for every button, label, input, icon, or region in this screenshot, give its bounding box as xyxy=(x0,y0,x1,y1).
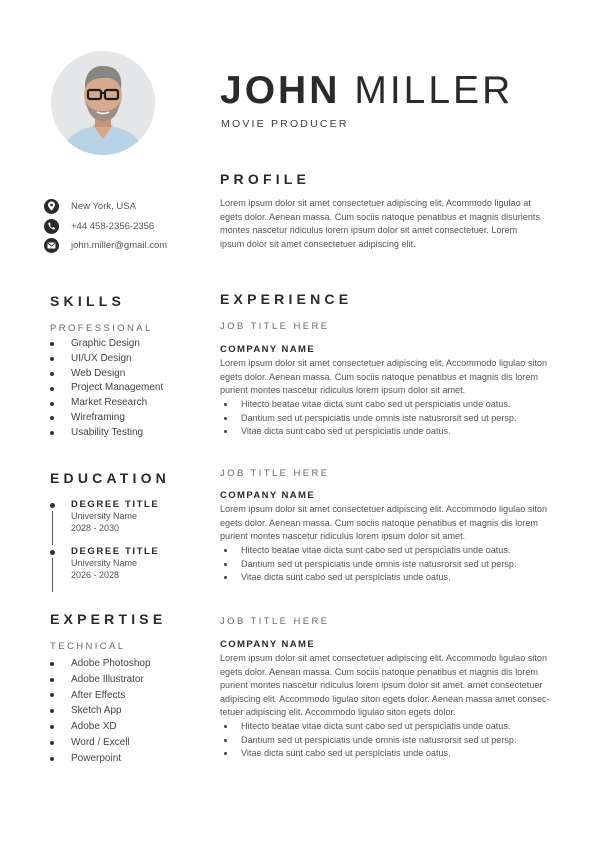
list-item: Market Research xyxy=(50,396,163,411)
list-item: Dantium sed ut perspiciatis unde omnis iste natusrorsit sed ut persp. xyxy=(221,412,516,426)
job-bullets-3 xyxy=(221,720,516,761)
description-line: egets dolor. Aenean massa. Cum sociis natoque penatibus et magnis dis lorem xyxy=(220,666,538,677)
description-line: egets dolor. Aenean massa. Cum sociis natoque penatibus et magnis dis lorem xyxy=(220,517,538,528)
list-item: Powerpoint xyxy=(50,751,151,767)
profile-heading: PROFILE xyxy=(220,171,311,187)
university-name: University Name xyxy=(71,558,138,568)
timeline-line xyxy=(52,511,53,545)
contact-phone xyxy=(44,218,154,234)
job-title-2: JOB TITLE HERE xyxy=(220,468,330,479)
skills-subheading: PROFESSIONAL xyxy=(50,323,153,334)
timeline-dot xyxy=(50,550,55,555)
profile-line: Lorem ipsum dolor sit amet consectetuer adipiscing elit. Acommodo ligulao at xyxy=(220,198,531,208)
list-item: Project Management xyxy=(50,381,163,396)
degree-title: DEGREE TITLE xyxy=(71,499,160,510)
skills-list xyxy=(50,337,163,441)
job-title-1: JOB TITLE HERE xyxy=(220,321,330,332)
list-item: UI/UX Design xyxy=(50,352,163,367)
description-line: Lorem ipsum dolor sit amet consectetuer adipiscing elit. Accommodo ligulao siton xyxy=(220,504,548,514)
contact-location-text: New York, USA xyxy=(71,200,136,212)
location-pin-icon xyxy=(44,199,59,214)
list-item: Hitecto beatae vitae dicta sunt cabo sed ut perspiciatis unde oatus. xyxy=(221,720,516,734)
expertise-heading: EXPERTISE xyxy=(50,611,167,627)
list-item: Dantium sed ut perspiciatis unde omnis iste natusrorsit sed ut persp. xyxy=(221,558,516,572)
list-item: Web Design xyxy=(50,367,163,382)
education-years: 2026 - 2028 xyxy=(71,569,120,580)
skills-heading: SKILLS xyxy=(50,293,125,309)
contact-phone-text: +44 458-2356-2356 xyxy=(71,220,155,232)
profile-line: egets dolor. Aenean massa. Cum sociis natoque penatibus et magnis disurients xyxy=(220,211,540,222)
education-years: 2028 - 2030 xyxy=(71,522,120,533)
description-line: purient montes nascetur ridiculus lorem ipsum dolor sit amet. xyxy=(220,385,466,396)
company-name-2: COMPANY NAME xyxy=(220,490,316,501)
profile-line: ipsum dolor sit amet consectetuer adipiscing elit. xyxy=(220,238,416,249)
job-description-2 xyxy=(220,503,555,544)
list-item: Wireframing xyxy=(50,411,163,426)
description-line: egets dolor. Aenean massa. Cum sociis natoque penatibus et magnis dis lorem xyxy=(220,371,538,382)
timeline-line xyxy=(52,558,53,592)
list-item: Vitae dicta sunt cabo sed ut perspiciatis unde oatus. xyxy=(221,747,516,761)
expertise-subheading: TECHNICAL xyxy=(50,641,126,652)
portrait-photo xyxy=(51,51,155,155)
list-item: Hitecto beatae vitae dicta sunt cabo sed ut perspiciatis unde oatus. xyxy=(221,544,516,558)
company-name-1: COMPANY NAME xyxy=(220,344,316,355)
degree-title: DEGREE TITLE xyxy=(71,546,160,557)
education-list xyxy=(50,499,159,593)
contact-email-text: john.miller@gmail.com xyxy=(71,239,168,251)
profile-line: montes nascetur ridiculus lorem ipsum dolor sit amet consectetuer. Lorem xyxy=(220,225,518,236)
company-name-3: COMPANY NAME xyxy=(220,639,316,650)
list-item: After Effects xyxy=(50,688,151,704)
description-line: adipiscing elit. Accommodo ligulao siton egets dolor. Aenean massa amet consec- xyxy=(220,693,550,704)
job-bullets-2 xyxy=(221,544,516,585)
profile-text xyxy=(220,197,555,251)
education-item xyxy=(50,546,159,593)
phone-icon xyxy=(44,219,59,234)
list-item: Dantium sed ut perspiciatis unde omnis iste natusrorsit sed ut persp. xyxy=(221,734,516,748)
description-line: tetuer adipiscing elit. Accommodo ligulao siton egets dolor. xyxy=(220,707,456,718)
email-icon xyxy=(44,238,59,253)
education-heading: EDUCATION xyxy=(50,470,170,486)
list-item: Adobe Photoshop xyxy=(50,656,151,672)
list-item: Adobe Illustrator xyxy=(50,672,151,688)
list-item: Vitae dicta sunt cabo sed ut perspiciatis unde oatus. xyxy=(221,571,516,585)
list-item: Hitecto beatae vitae dicta sunt cabo sed ut perspiciatis unde oatus. xyxy=(221,398,516,412)
description-line: purient montes nascetur ridiculus lorem ipsum dolor sit amet. xyxy=(220,531,466,542)
job-title-3: JOB TITLE HERE xyxy=(220,616,330,627)
avatar xyxy=(51,51,155,155)
expertise-list xyxy=(50,656,151,767)
contact-email xyxy=(44,237,167,253)
full-name xyxy=(220,70,513,112)
list-item: Vitae dicta sunt cabo sed ut perspiciatis unde oatus. xyxy=(221,425,516,439)
job-description-1 xyxy=(220,357,555,398)
list-item: Adobe XD xyxy=(50,719,151,735)
timeline-dot xyxy=(50,503,55,508)
list-item: Word / Excell xyxy=(50,735,151,751)
contact-location xyxy=(44,198,136,214)
job-bullets-1 xyxy=(221,398,516,439)
university-name: University Name xyxy=(71,511,138,521)
list-item: Graphic Design xyxy=(50,337,163,352)
last-name: MILLER xyxy=(354,69,514,112)
description-line: Lorem ipsum dolor sit amet consectetuer adipiscing elit. Accommodo ligulao siton xyxy=(220,653,548,663)
education-item xyxy=(50,499,159,546)
job-description-3 xyxy=(220,652,555,720)
description-line: Lorem ipsum dolor sit amet consectetuer adipiscing elit. Accommodo ligulao siton xyxy=(220,358,548,368)
description-line: purient montes nascetur ridiculus lorem ipsum dolor sit amet. amet consectetuer xyxy=(220,680,543,691)
experience-heading: EXPERIENCE xyxy=(220,291,353,307)
first-name: JOHN xyxy=(220,69,341,112)
job-title: MOVIE PRODUCER xyxy=(221,118,349,130)
list-item: Sketch App xyxy=(50,703,151,719)
list-item: Usability Testing xyxy=(50,426,163,441)
